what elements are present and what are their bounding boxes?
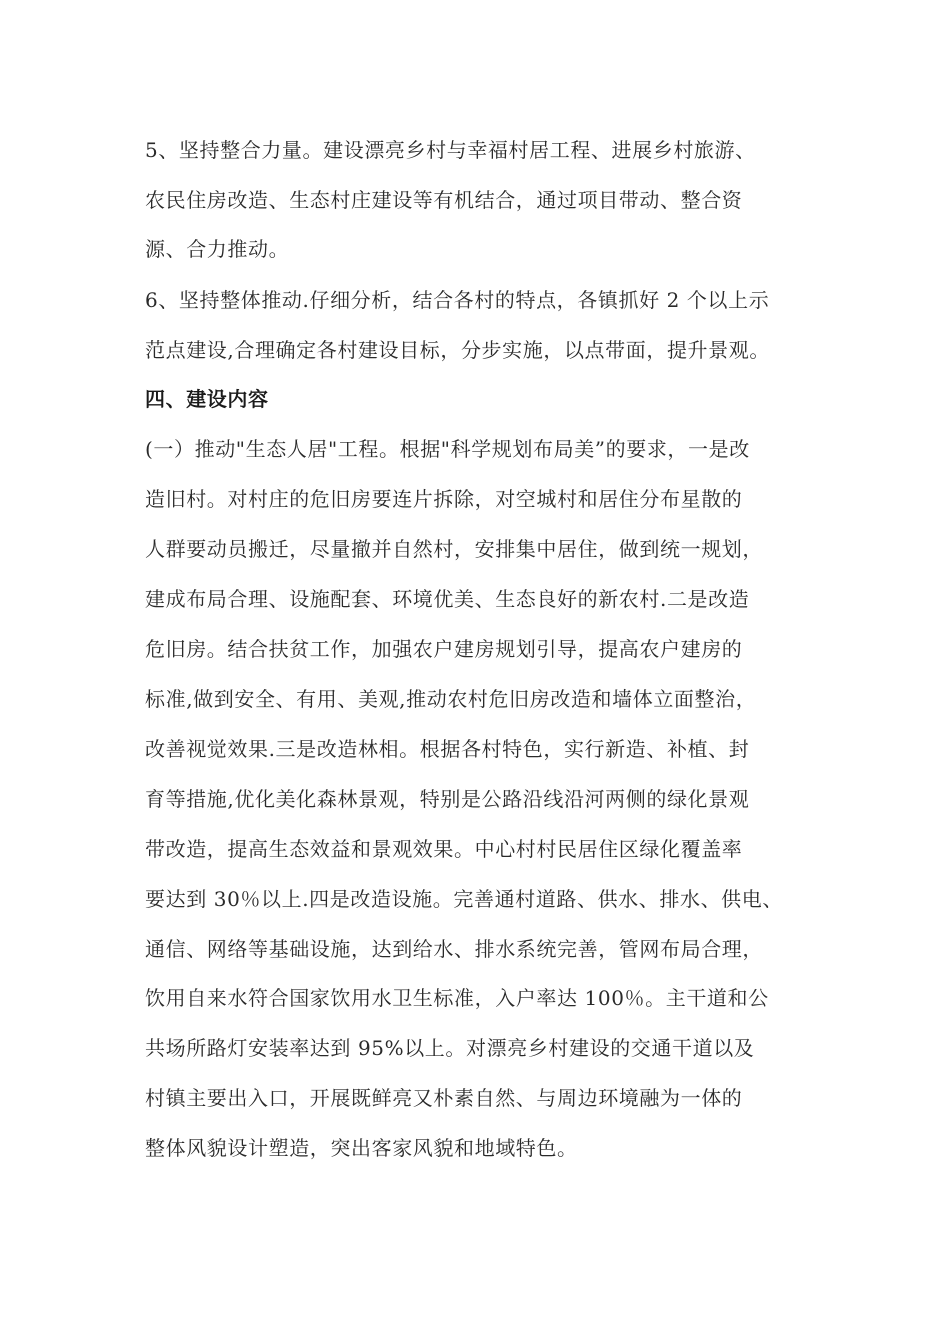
paragraph-1-line-13: 共场所路灯安装率达到 95%以上。对漂亮乡村建设的交通干道以及 <box>145 1036 755 1060</box>
paragraph-1-line-10: 要达到 30％以上.四是改造设施。完善通村道路、供水、排水、供电、 <box>145 887 783 911</box>
paragraph-1-line-6: 标准,做到安全、有用、美观,推动农村危旧房改造和墙体立面整治， <box>145 687 757 711</box>
paragraph-5-line-2: 农民住房改造、生态村庄建设等有机结合，通过项目带动、整合资 <box>145 188 743 212</box>
paragraph-1-line-7: 改善视觉效果.三是改造林相。根据各村特色，实行新造、补植、封 <box>145 737 750 761</box>
paragraph-1-line-14: 村镇主要出入口，开展既鲜亮又朴素自然、与周边环境融为一体的 <box>145 1086 743 1110</box>
paragraph-5-line-1: 5、坚持整合力量。建设漂亮乡村与幸福村居工程、进展乡村旅游、 <box>145 138 756 162</box>
paragraph-5-line-3: 源、合力推动。 <box>145 237 290 261</box>
paragraph-1-line-5: 危旧房。结合扶贫工作，加强农户建房规划引导，提高农户建房的 <box>145 637 743 661</box>
paragraph-1-line-12: 饮用自来水符合国家饮用水卫生标准，入户率达 100％。主干道和公 <box>145 986 769 1010</box>
paragraph-1-line-3: 人群要动员搬迁，尽量撤并自然村，安排集中居住，做到统一规划， <box>145 537 763 561</box>
paragraph-1-line-15: 整体风貌设计塑造，突出客家风貌和地域特色。 <box>145 1136 578 1160</box>
paragraph-1-line-2: 造旧村。对村庄的危旧房要连片拆除，对空城村和居住分布星散的 <box>145 487 743 511</box>
paragraph-1-line-4: 建成布局合理、设施配套、环境优美、生态良好的新农村.二是改造 <box>145 587 750 611</box>
section-heading: 四、建设内容 <box>145 387 269 411</box>
paragraph-1-line-9: 带改造，提高生态效益和景观效果。中心村村民居住区绿化覆盖率 <box>145 837 743 861</box>
paragraph-1-line-1: (一）推动"生态人居"工程。根据"科学规划布局美”的要求，一是改 <box>145 437 750 461</box>
paragraph-1-line-11: 通信、网络等基础设施，达到给水、排水系统完善，管网布局合理， <box>145 937 763 961</box>
paragraph-6-line-2: 范点建设,合理确定各村建设目标，分步实施，以点带面，提升景观。 <box>145 338 770 362</box>
paragraph-1-line-8: 育等措施,优化美化森林景观，特别是公路沿线沿河两侧的绿化景观 <box>145 787 750 811</box>
paragraph-6-line-1: 6、坚持整体推动.仔细分析，结合各村的特点，各镇抓好 2 个以上示 <box>145 288 770 312</box>
